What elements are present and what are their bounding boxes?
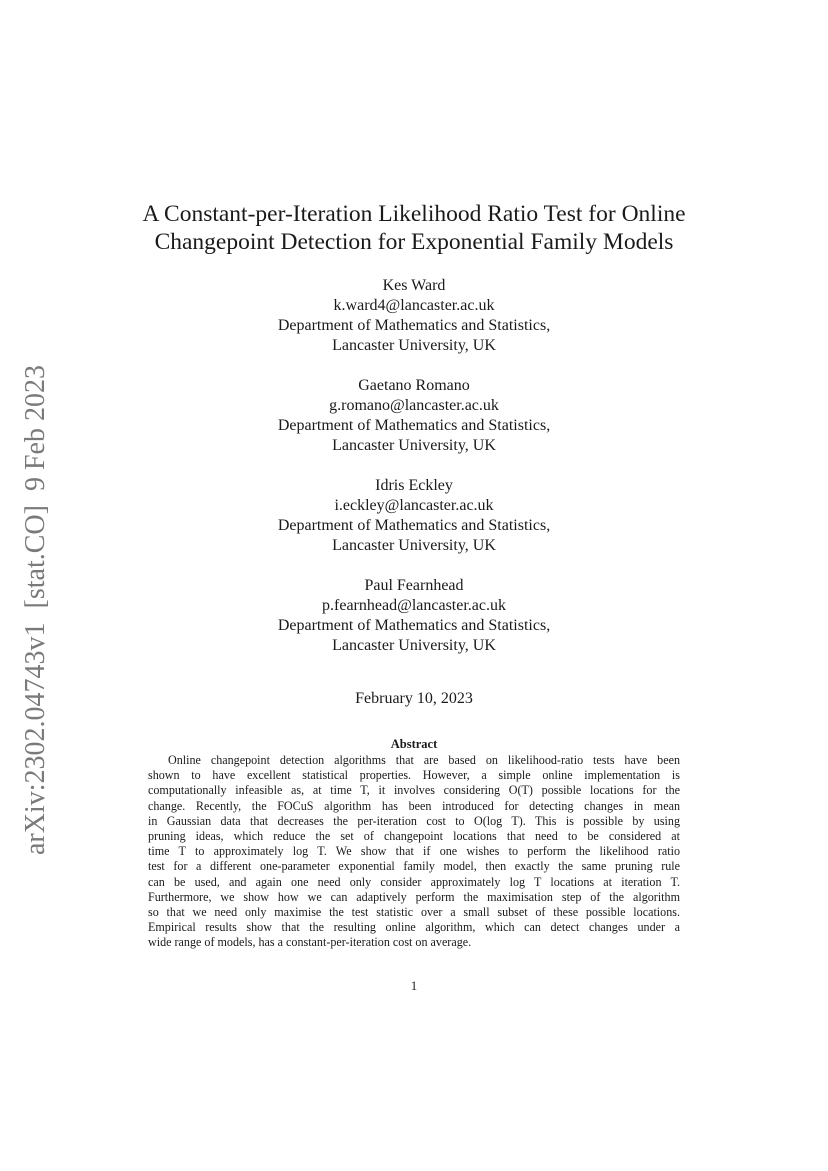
abstract-line: Online changepoint detection algorithms that are based on likelihood-ratio tests have been bbox=[168, 753, 680, 767]
author-institution: Lancaster University, UK bbox=[332, 637, 496, 654]
abstract-line: so that we need only maximise the test statistic over a small subset of these possible locations. bbox=[148, 905, 680, 920]
author-name: Idris Eckley bbox=[375, 477, 453, 494]
title-line: Changepoint Detection for Exponential Family Models bbox=[154, 229, 674, 255]
abstract-body bbox=[148, 753, 680, 951]
author-name: Paul Fearnhead bbox=[364, 577, 464, 594]
author-department: Department of Mathematics and Statistics, bbox=[277, 317, 551, 334]
abstract-line: Empirical results show that the resulting online algorithm, which can detect changes under a bbox=[148, 920, 680, 935]
author-institution: Lancaster University, UK bbox=[332, 437, 496, 454]
author-name: Gaetano Romano bbox=[358, 377, 470, 394]
abstract-line: can be used, and again one need only consider approximately log T locations at iteration T. bbox=[148, 874, 680, 889]
author-department: Department of Mathematics and Statistics, bbox=[277, 417, 551, 434]
abstract-heading: Abstract bbox=[390, 737, 438, 751]
arxiv-identifier-stamp: arXiv:2302.04743v1 [stat.CO] 9 Feb 2023 bbox=[20, 365, 51, 855]
author-block bbox=[160, 476, 668, 556]
author-institution: Lancaster University, UK bbox=[332, 337, 496, 354]
abstract-line: time T to approximately log T. We show that if one wishes to perform the likelihood ratio bbox=[148, 844, 680, 859]
author-name: Kes Ward bbox=[382, 277, 446, 294]
abstract-line: shown to have excellent statistical properties. However, a simple online implementation is bbox=[148, 768, 680, 783]
page-number: 1 bbox=[410, 979, 418, 993]
abstract-line: Furthermore, we show how we can adaptively perform the maximisation step of the algorithm bbox=[148, 889, 680, 904]
author-email: g.romano@lancaster.ac.uk bbox=[329, 397, 499, 414]
author-institution: Lancaster University, UK bbox=[332, 537, 496, 554]
author-email: i.eckley@lancaster.ac.uk bbox=[334, 497, 494, 514]
author-email: k.ward4@lancaster.ac.uk bbox=[333, 297, 495, 314]
author-block bbox=[160, 576, 668, 656]
abstract-line: in Gaussian data that decreases the per-iteration cost to O(log T). This is possible by using bbox=[148, 813, 680, 828]
publication-date: February 10, 2023 bbox=[355, 690, 473, 707]
author-department: Department of Mathematics and Statistics, bbox=[277, 517, 551, 534]
abstract-line: test for a different one-parameter exponential family model, then exactly the same pruning rule bbox=[148, 859, 680, 874]
abstract-line: pruning ideas, which reduce the set of changepoint locations that need to be considered at bbox=[148, 829, 680, 844]
author-email: p.fearnhead@lancaster.ac.uk bbox=[322, 597, 506, 614]
abstract-line: computationally infeasible as, at time T, it involves considering O(T) possible locations for the bbox=[148, 783, 680, 798]
author-block bbox=[160, 276, 668, 356]
abstract-line: wide range of models, has a constant-per-iteration cost on average. bbox=[148, 935, 472, 950]
author-department: Department of Mathematics and Statistics, bbox=[277, 617, 551, 634]
author-block bbox=[160, 376, 668, 456]
title-line: A Constant-per-Iteration Likelihood Ratio Test for Online bbox=[142, 201, 686, 227]
abstract-line: change. Recently, the FOCuS algorithm has been introduced for detecting changes in mean bbox=[148, 798, 680, 813]
paper-title bbox=[80, 200, 748, 256]
